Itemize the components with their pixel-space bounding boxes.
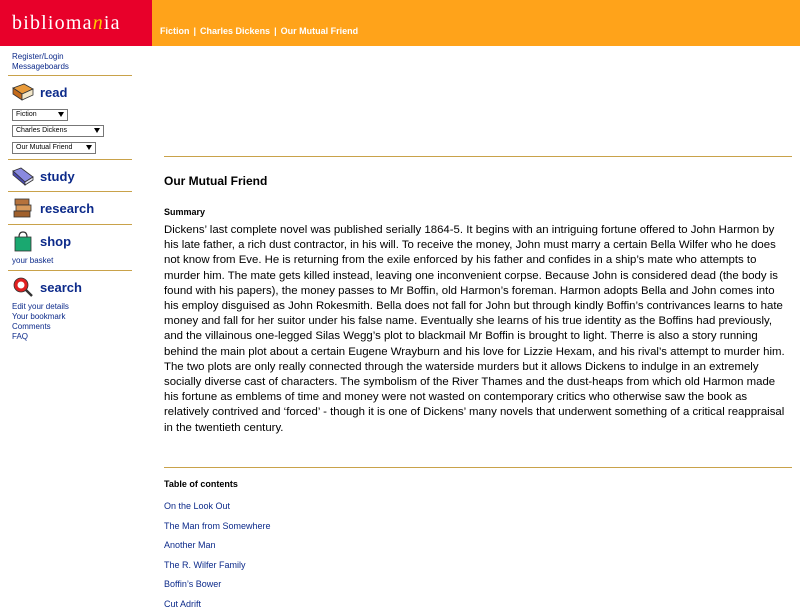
account-menu	[12, 302, 69, 342]
page-title: Our Mutual Friend	[164, 174, 267, 188]
edit-details-link[interactable]: Edit your details	[12, 302, 69, 312]
books-stack-icon	[12, 197, 34, 219]
study-link[interactable]: study	[40, 169, 75, 184]
your-bookmark-link[interactable]: Your bookmark	[12, 312, 69, 322]
divider	[164, 467, 792, 468]
list-item	[164, 595, 271, 614]
chevron-down-icon	[94, 128, 100, 133]
magnifier-icon	[12, 276, 34, 298]
category-select[interactable]: Fiction	[12, 109, 68, 121]
main-content	[164, 0, 792, 600]
sidebar-section-read[interactable]	[12, 81, 67, 103]
toc-link[interactable]: Boffin’s Bower	[164, 579, 221, 589]
account-links	[12, 52, 69, 72]
sidebar-section-research[interactable]	[12, 197, 94, 219]
table-of-contents	[164, 497, 271, 614]
list-item	[164, 536, 271, 556]
breadcrumb-charles-dickens[interactable]: Charles Dickens	[200, 26, 270, 36]
divider	[8, 75, 132, 76]
shopping-bag-icon	[12, 230, 34, 252]
shop-link[interactable]: shop	[40, 234, 71, 249]
divider	[164, 156, 792, 157]
list-item	[164, 497, 271, 517]
shop-links	[12, 256, 53, 266]
toc-link[interactable]: The R. Wilfer Family	[164, 560, 246, 570]
divider	[8, 224, 132, 225]
toc-link[interactable]: On the Look Out	[164, 501, 230, 511]
comments-link[interactable]: Comments	[12, 322, 69, 332]
summary-text: Dickens’ last complete novel was published serially 1864-5. It begins with an intriguing fortune offered to John Harmon by his late father, a rich dust contractor, in his will. To receive the money, John must marry a certain Bella Wilfer who he does not know from Eve. He is returning from the exile enforced by his father and confides in a ship’s mate who attempts to murder him. The mate gets killed instead, leaving one inconvenient corpse. Because John is considered dead (the body is found with his papers), the money passes to Mr Boffin, old Harmon’s foreman. Harmon adopts Bella and John comes into his employ disguised as John Rokesmith. Bella does not fall for John but through kindly Boffin’s contrivances learns to hate money and fall for her suitor under his false name. Eventually she learns of his true identity as the Boffins had previously, and the villainous one-legged Silas Wegg’s plot to blackmail Mr Boffin is brought to light. Therre is also a story running behind the main plot about a certain Eugene Wrayburn and his love for Lizzie Hexam, and his rival’s attempt to murder him. The two plots are only really connected through the waterside murders but it allows Dickens to indulge in an extremely socially diverse cast of characters. The symbolism of the River Thames and the dust-heaps from which old Harmon made his fortune as emblems of time and money were not wasted on contemporary critics who otherwise saw the book as relatively contrived and ‘forced’ - though it is one of Dickens’ many novels that underwent something of a critical reappraisal in the twentieth century.	[164, 223, 792, 436]
sidebar-section-study[interactable]	[12, 165, 75, 187]
logo-text[interactable]: bibliomania	[12, 12, 121, 35]
messageboards-link[interactable]: Messageboards	[12, 62, 69, 72]
your-basket-link[interactable]: your basket	[12, 256, 53, 266]
toc-link[interactable]: Cut Adrift	[164, 599, 201, 609]
faq-link[interactable]: FAQ	[12, 332, 69, 342]
breadcrumb: Fiction | Charles Dickens | Our Mutual Friend	[160, 26, 358, 36]
breadcrumb-fiction[interactable]: Fiction	[160, 26, 190, 36]
read-link[interactable]: read	[40, 85, 67, 100]
list-item	[164, 517, 271, 537]
study-book-icon	[12, 165, 34, 187]
breadcrumb-our-mutual-friend[interactable]: Our Mutual Friend	[281, 26, 359, 36]
sidebar-section-search[interactable]	[12, 276, 82, 298]
book-icon	[12, 81, 34, 103]
sidebar	[0, 46, 140, 600]
summary-heading: Summary	[164, 207, 205, 217]
list-item	[164, 556, 271, 576]
register-login-link[interactable]: Register/Login	[12, 52, 69, 62]
chevron-down-icon	[58, 112, 64, 117]
research-link[interactable]: research	[40, 201, 94, 216]
divider	[8, 191, 132, 192]
toc-link[interactable]: Another Man	[164, 540, 216, 550]
title-select[interactable]: Our Mutual Friend	[12, 142, 96, 154]
search-link[interactable]: search	[40, 280, 82, 295]
sidebar-section-shop[interactable]	[12, 230, 71, 252]
divider	[8, 159, 132, 160]
site-logo[interactable]	[0, 0, 152, 46]
toc-heading: Table of contents	[164, 479, 238, 489]
chevron-down-icon	[86, 145, 92, 150]
divider	[8, 270, 132, 271]
author-select[interactable]: Charles Dickens	[12, 125, 104, 137]
toc-link[interactable]: The Man from Somewhere	[164, 521, 271, 531]
list-item	[164, 575, 271, 595]
